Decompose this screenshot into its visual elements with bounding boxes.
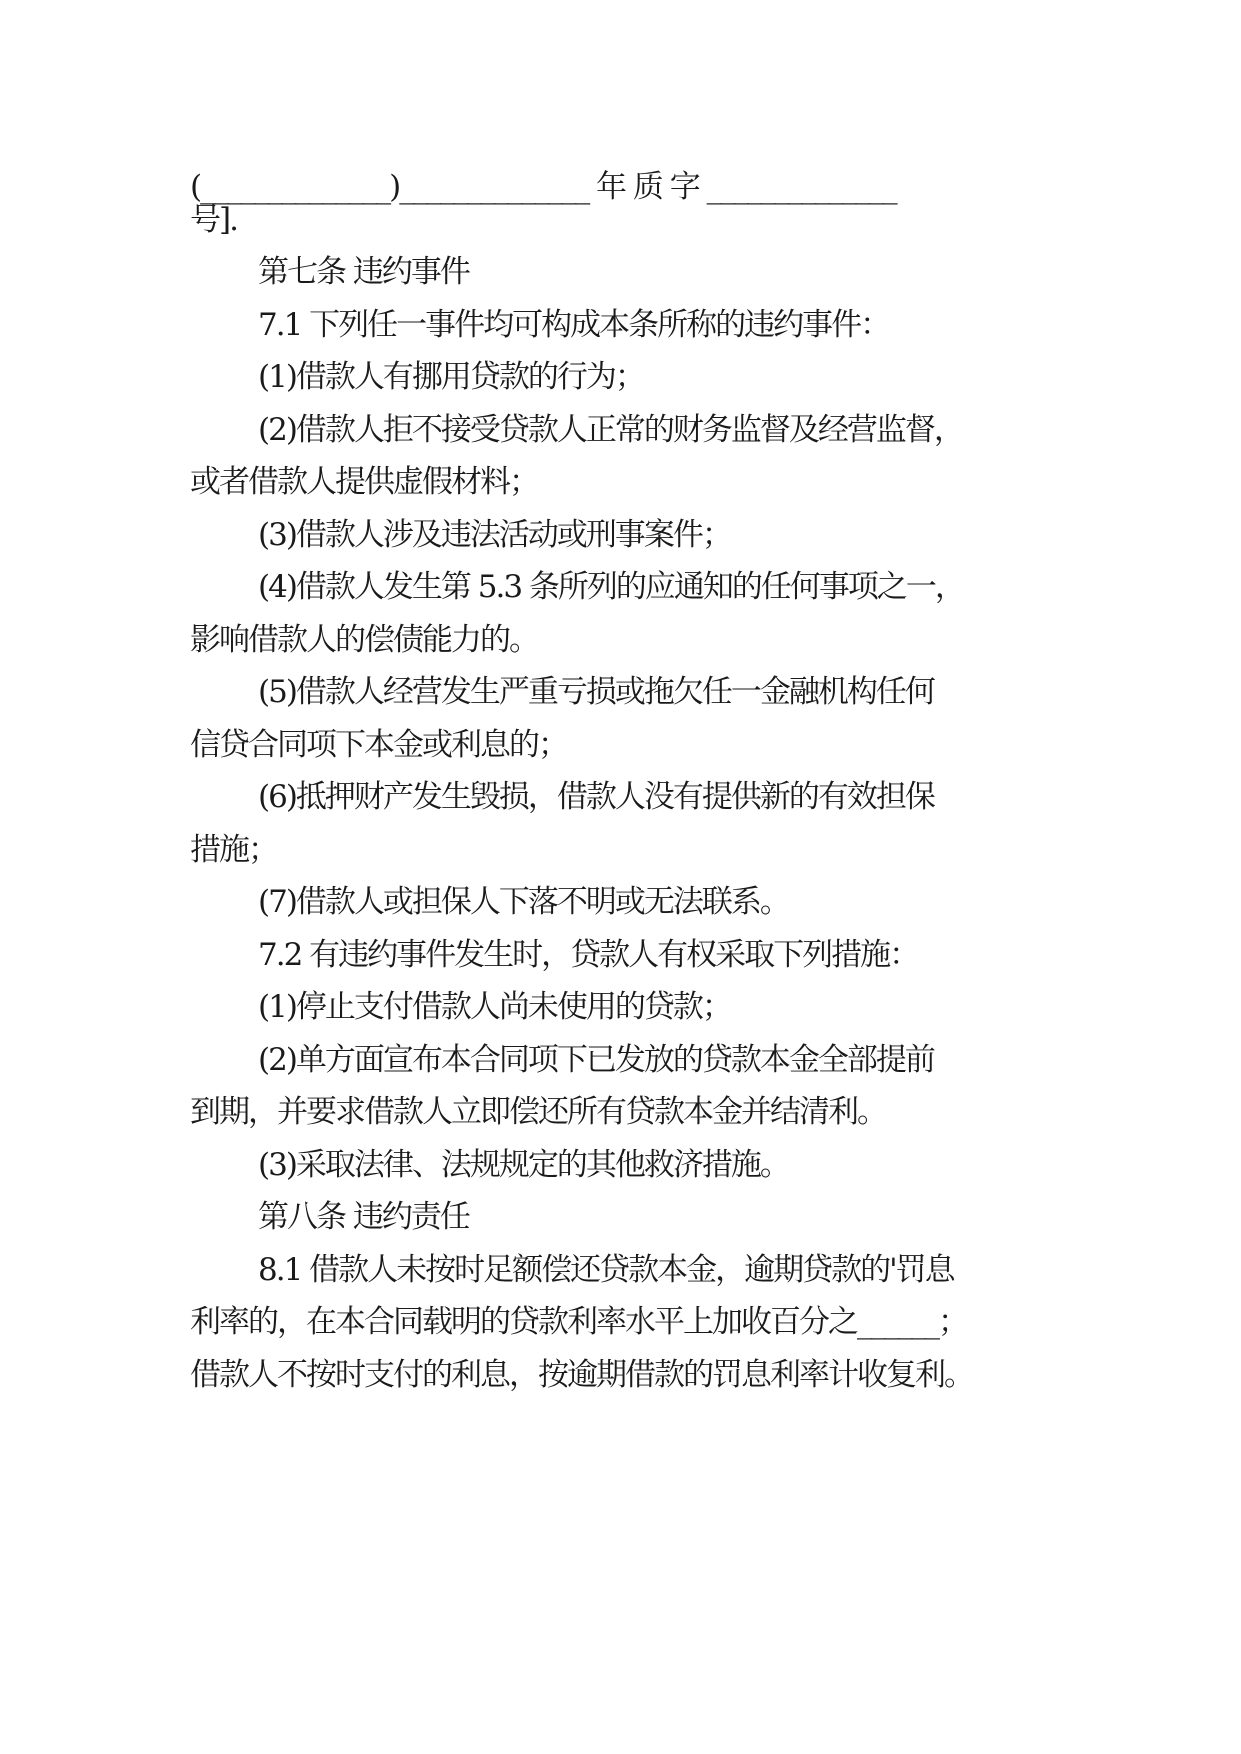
clause-7-1-item-4: (4)借款人发生第 5.3 条所列的应通知的任何事项之一， — [258, 569, 964, 605]
clause-8-1-cont-1: 利率的，在本合同载明的贷款利率水平上加收百分之______； — [190, 1304, 967, 1340]
clause-7-1-item-7: (7)借款人或担保人下落不明或无法联系。 — [258, 884, 789, 920]
clause-7-2-item-2: (2)单方面宣布本合同项下已发放的贷款本金全部提前 — [258, 1042, 934, 1078]
clause-7-2-item-3: (3)采取法律、法规规定的其他救济措施。 — [258, 1147, 789, 1183]
clause-7-1-item-6: (6)抵押财产发生毁损，借款人没有提供新的有效担保 — [258, 779, 934, 815]
clause-8-1: 8.1 借款人未按时足额偿还贷款本金，逾期贷款的'罚息 — [258, 1252, 954, 1288]
clause-7-1-item-6-cont: 措施； — [190, 832, 277, 868]
clause-7-2-item-1: (1)停止支付借款人尚未使用的贷款； — [258, 989, 731, 1025]
doc-line-1: (______________)______________ 年 质 字 ______________ — [190, 169, 896, 205]
clause-7-1: 7.1 下列任一事件均可构成本条所称的违约事件： — [258, 307, 890, 343]
clause-7-2-item-2-cont: 到期，并要求借款人立即偿还所有贷款本金并结清利。 — [190, 1094, 886, 1130]
clause-7-1-item-5: (5)借款人经营发生严重亏损或拖欠任一金融机构任何 — [258, 674, 934, 710]
clause-7-2: 7.2 有违约事件发生时，贷款人有权采取下列措施： — [258, 937, 919, 973]
doc-line-2: 号]. — [190, 202, 237, 238]
clause-7-1-item-4-cont: 影响借款人的偿债能力的。 — [190, 622, 538, 658]
clause-7-1-item-2-cont: 或者借款人提供虚假材料； — [190, 464, 538, 500]
clause-7-1-item-2: (2)借款人拒不接受贷款人正常的财务监督及经营监督， — [258, 412, 963, 448]
clause-7-1-item-1: (1)借款人有挪用贷款的行为； — [258, 359, 644, 395]
clause-8-1-cont-2: 借款人不按时支付的利息，按逾期借款的罚息利率计收复利。 — [190, 1357, 973, 1393]
article-7-heading: 第七条 违约事件 — [258, 254, 469, 290]
clause-7-1-item-5-cont: 信贷合同项下本金或利息的； — [190, 727, 567, 763]
article-8-heading: 第八条 违约责任 — [258, 1199, 469, 1235]
clause-7-1-item-3: (3)借款人涉及违法活动或刑事案件； — [258, 517, 731, 553]
